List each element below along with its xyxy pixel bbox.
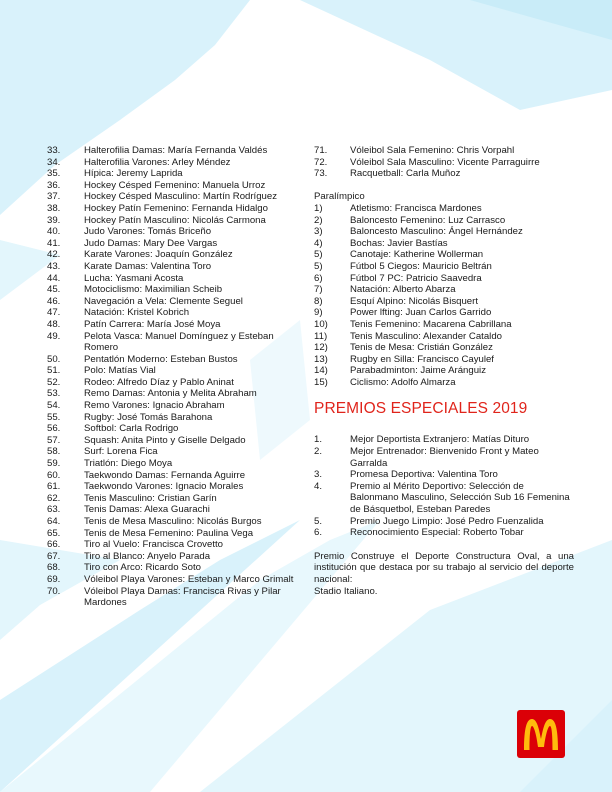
list-item [314, 434, 574, 446]
item-number: 4. [314, 480, 323, 492]
list-item [314, 226, 574, 238]
item-number: 53. [47, 388, 61, 400]
list-item [47, 284, 297, 296]
premios-list [314, 434, 574, 538]
list-item [47, 481, 297, 493]
item-text: Esquí Alpino: Nicolás Bisquert [350, 295, 478, 307]
item-text: Judo Damas: Mary Dee Vargas [84, 237, 218, 249]
list-item [314, 284, 574, 296]
item-text: Promesa Deportiva: Valentina Toro [350, 469, 498, 481]
list-item [47, 539, 297, 551]
item-text: Parabadminton: Jaime Aránguiz [350, 365, 486, 377]
closing-value: Stadio Italiano. [314, 585, 378, 597]
item-text: Hockey Patín Masculino: Nicolás Carmona [84, 214, 266, 226]
item-number: 66. [47, 539, 61, 551]
list-item [47, 157, 297, 169]
item-number: 50. [47, 353, 61, 365]
item-number: 36. [47, 179, 61, 191]
item-number: 7) [314, 284, 323, 296]
premios-title: PREMIOS ESPECIALES 2019 [314, 400, 528, 418]
list-item [314, 516, 574, 528]
item-number: 45. [47, 284, 61, 296]
item-number: 37. [47, 191, 61, 203]
item-text: Tenis Masculino: Alexander Cataldo [350, 330, 502, 342]
list-item [314, 296, 574, 308]
item-text: Baloncesto Masculino: Ángel Hernández [350, 226, 523, 238]
item-text: Polo: Matías Vial [84, 365, 156, 377]
award-list-right [314, 145, 574, 180]
item-text: Vóleibol Sala Masculino: Vicente Parraguirre [350, 156, 540, 168]
item-number: 9) [314, 307, 323, 319]
item-text: Patín Carrera: María José Moya [84, 318, 221, 330]
list-item [314, 238, 574, 250]
item-text: Tenis de Mesa: Cristián González [350, 342, 493, 354]
item-text: Mejor Entrenador: Bienvenido Front y Mateo Garralda [350, 446, 539, 469]
item-text: Tenis Femenino: Macarena Cabrillana [350, 318, 512, 330]
list-item [314, 215, 574, 227]
item-text: Hockey Césped Femenino: Manuela Urroz [84, 179, 266, 191]
paralimpico-list [314, 203, 574, 389]
item-number: 35. [47, 168, 61, 180]
item-text: Natación: Kristel Kobrich [84, 307, 190, 319]
list-item [47, 574, 297, 586]
item-text: Premio Juego Limpio: José Pedro Fuenzalida [350, 515, 544, 527]
mcdonalds-logo [517, 710, 565, 758]
list-item [47, 423, 297, 435]
item-number: 3. [314, 469, 323, 481]
item-text: Racquetball: Carla Muñoz [350, 168, 461, 180]
item-number: 6) [314, 272, 323, 284]
list-item [47, 203, 297, 215]
list-item [314, 145, 574, 157]
list-item [47, 377, 297, 389]
item-number: 15) [314, 376, 328, 388]
item-number: 4) [314, 237, 323, 249]
item-number: 49. [47, 330, 61, 342]
item-number: 46. [47, 295, 61, 307]
item-text: Vóleibol Sala Femenino: Chris Vorpahl [350, 145, 515, 156]
item-number: 2. [314, 446, 323, 458]
list-item [47, 168, 297, 180]
award-list-left [47, 145, 297, 609]
item-text: Surf: Lorena Fica [84, 446, 158, 458]
item-text: Atletismo: Francisca Mardones [350, 202, 482, 214]
list-item [314, 157, 574, 169]
item-number: 51. [47, 365, 61, 377]
list-item [47, 273, 297, 285]
item-text: Tiro con Arco: Ricardo Soto [84, 562, 201, 574]
list-item [47, 249, 297, 261]
item-number: 71. [314, 145, 328, 156]
item-number: 41. [47, 237, 61, 249]
item-number: 59. [47, 458, 61, 470]
item-number: 40. [47, 226, 61, 238]
item-text: Premio al Mérito Deportivo: Selección de Balonmano Masculino, Selección Sub 16 Femenina de Básquetbol, Esteban Paredes [350, 480, 570, 516]
item-text: Pentatlón Moderno: Esteban Bustos [84, 353, 238, 365]
item-number: 56. [47, 423, 61, 435]
list-item [314, 249, 574, 261]
item-text: Softbol: Carla Rodrigo [84, 423, 179, 435]
item-number: 10) [314, 318, 328, 330]
item-number: 58. [47, 446, 61, 458]
list-item [47, 562, 297, 574]
item-number: 48. [47, 318, 61, 330]
item-number: 14) [314, 365, 328, 377]
item-text: Tenis Masculino: Cristian Garín [84, 492, 217, 504]
item-text: Rugby: José Tomás Barahona [84, 411, 213, 423]
item-text: Baloncesto Femenino: Luz Carrasco [350, 214, 506, 226]
item-number: 1. [314, 434, 323, 446]
item-text: Natación: Alberto Abarza [350, 284, 456, 296]
list-item [314, 469, 574, 481]
list-item [314, 354, 574, 366]
item-number: 64. [47, 516, 61, 527]
list-item [47, 180, 297, 192]
item-text: Remo Damas: Antonia y Melita Abraham [84, 388, 257, 400]
list-item [314, 331, 574, 343]
item-number: 33. [47, 145, 61, 156]
closing-paragraph: Premio Construye el Deporte Constructura Oval, a una institución que destaca por su trabajo al servicio del deporte nacional: [314, 550, 574, 585]
list-item [47, 307, 297, 319]
item-number: 44. [47, 272, 61, 284]
item-text: Hockey Patín Femenino: Fernanda Hidalgo [84, 202, 268, 214]
list-item [47, 458, 297, 470]
list-item [47, 319, 297, 331]
item-number: 8) [314, 295, 323, 307]
item-number: 61. [47, 481, 61, 493]
list-item [47, 435, 297, 447]
item-number: 47. [47, 307, 61, 319]
item-text: Karate Varones: Joaquín González [84, 249, 233, 261]
list-item [314, 481, 574, 516]
item-text: Tenis de Mesa Femenino: Paulina Vega [84, 527, 254, 539]
item-number: 68. [47, 562, 61, 574]
item-number: 5) [314, 249, 323, 261]
item-text: Vóleibol Playa Damas: Francisca Rivas y Pilar Mardones [84, 585, 281, 609]
item-number: 5) [314, 260, 323, 272]
list-item [47, 586, 297, 609]
item-text: Navegación a Vela: Clemente Seguel [84, 295, 243, 307]
list-item [314, 307, 574, 319]
item-number: 63. [47, 504, 61, 516]
list-item [47, 504, 297, 516]
list-item [47, 516, 297, 528]
item-number: 42. [47, 249, 61, 261]
item-text: Taekwondo Damas: Fernanda Aguirre [84, 469, 246, 481]
list-item [47, 388, 297, 400]
item-text: Canotaje: Katherine Wollerman [350, 249, 484, 261]
item-number: 11) [314, 330, 328, 342]
item-text: Reconocimiento Especial: Roberto Tobar [350, 527, 524, 539]
item-number: 70. [47, 585, 61, 597]
list-item [314, 365, 574, 377]
list-item [314, 273, 574, 285]
item-text: Ciclismo: Adolfo Almarza [350, 376, 456, 388]
left-column [47, 145, 297, 609]
list-item [314, 261, 574, 273]
list-item [47, 238, 297, 250]
item-number: 3) [314, 226, 323, 238]
list-item [314, 319, 574, 331]
item-text: Fútbol 7 PC: Patricio Saavedra [350, 272, 482, 284]
list-item [47, 296, 297, 308]
list-item [47, 551, 297, 563]
item-number: 57. [47, 434, 61, 446]
item-number: 54. [47, 400, 61, 412]
item-number: 60. [47, 469, 61, 481]
list-item [47, 470, 297, 482]
list-item [314, 342, 574, 354]
list-item [314, 446, 574, 469]
item-number: 1) [314, 202, 323, 214]
item-text: Squash: Anita Pinto y Giselle Delgado [84, 434, 246, 446]
item-number: 67. [47, 550, 61, 562]
list-item [47, 261, 297, 273]
list-item [314, 377, 574, 389]
item-text: Mejor Deportista Extranjero: Matías Dituro [350, 434, 530, 446]
list-item [47, 215, 297, 227]
paralimpico-heading: Paralímpico [314, 191, 365, 203]
item-text: Rodeo: Alfredo Díaz y Pablo Aninat [84, 376, 234, 388]
item-text: Tenis de Mesa Masculino: Nicolás Burgos [84, 516, 262, 527]
item-text: Lucha: Yasmani Acosta [84, 272, 184, 284]
list-item [314, 168, 574, 180]
item-text: Judo Varones: Tomás Briceño [84, 226, 212, 238]
item-text: Vóleibol Playa Varones: Esteban y Marco Grimalt [84, 573, 294, 585]
item-text: Halterofilia Varones: Arley Méndez [84, 156, 231, 168]
item-number: 62. [47, 492, 61, 504]
list-item [47, 145, 297, 157]
item-number: 5. [314, 515, 323, 527]
item-number: 55. [47, 411, 61, 423]
item-number: 6. [314, 527, 323, 539]
item-text: Bochas: Javier Bastías [350, 237, 448, 249]
list-item [47, 446, 297, 458]
item-text: Pelota Vasca: Manuel Domínguez y Esteban Romero [84, 330, 274, 354]
item-text: Rugby en Silla: Francisco Cayulef [350, 353, 494, 365]
list-item [47, 365, 297, 377]
item-text: Taekwondo Varones: Ignacio Morales [84, 481, 244, 493]
item-text: Remo Varones: Ignacio Abraham [84, 400, 225, 412]
item-text: Power lfting: Juan Carlos Garrido [350, 307, 492, 319]
item-text: Tiro al Blanco: Anyelo Parada [84, 550, 211, 562]
right-column [314, 145, 574, 597]
list-item [47, 493, 297, 505]
item-text: Halterofilia Damas: María Fernanda Valdés [84, 145, 268, 156]
item-number: 72. [314, 156, 328, 168]
item-text: Karate Damas: Valentina Toro [84, 260, 212, 272]
item-text: Triatlón: Diego Moya [84, 458, 173, 470]
item-number: 34. [47, 156, 61, 168]
item-text: Fútbol 5 Ciegos: Mauricio Beltrán [350, 260, 492, 272]
list-item [47, 528, 297, 540]
item-number: 39. [47, 214, 61, 226]
item-number: 12) [314, 342, 328, 354]
arches-icon [521, 717, 561, 751]
list-item [47, 412, 297, 424]
item-text: Motociclismo: Maximilian Scheib [84, 284, 223, 296]
list-item [47, 331, 297, 354]
item-text: Tenis Damas: Alexa Guarachi [84, 504, 210, 516]
item-number: 69. [47, 573, 61, 585]
item-number: 2) [314, 214, 323, 226]
list-item [47, 191, 297, 203]
item-text: Hípica: Jeremy Laprida [84, 168, 183, 180]
list-item [314, 527, 574, 539]
item-number: 73. [314, 168, 328, 180]
item-number: 52. [47, 376, 61, 388]
list-item [47, 354, 297, 366]
item-number: 38. [47, 202, 61, 214]
item-number: 65. [47, 527, 61, 539]
item-number: 13) [314, 353, 328, 365]
item-text: Hockey Césped Masculino: Martín Rodríguez [84, 191, 278, 203]
item-text: Tiro al Vuelo: Francisca Crovetto [84, 539, 223, 551]
list-item [314, 203, 574, 215]
item-number: 43. [47, 260, 61, 272]
list-item [47, 226, 297, 238]
list-item [47, 400, 297, 412]
